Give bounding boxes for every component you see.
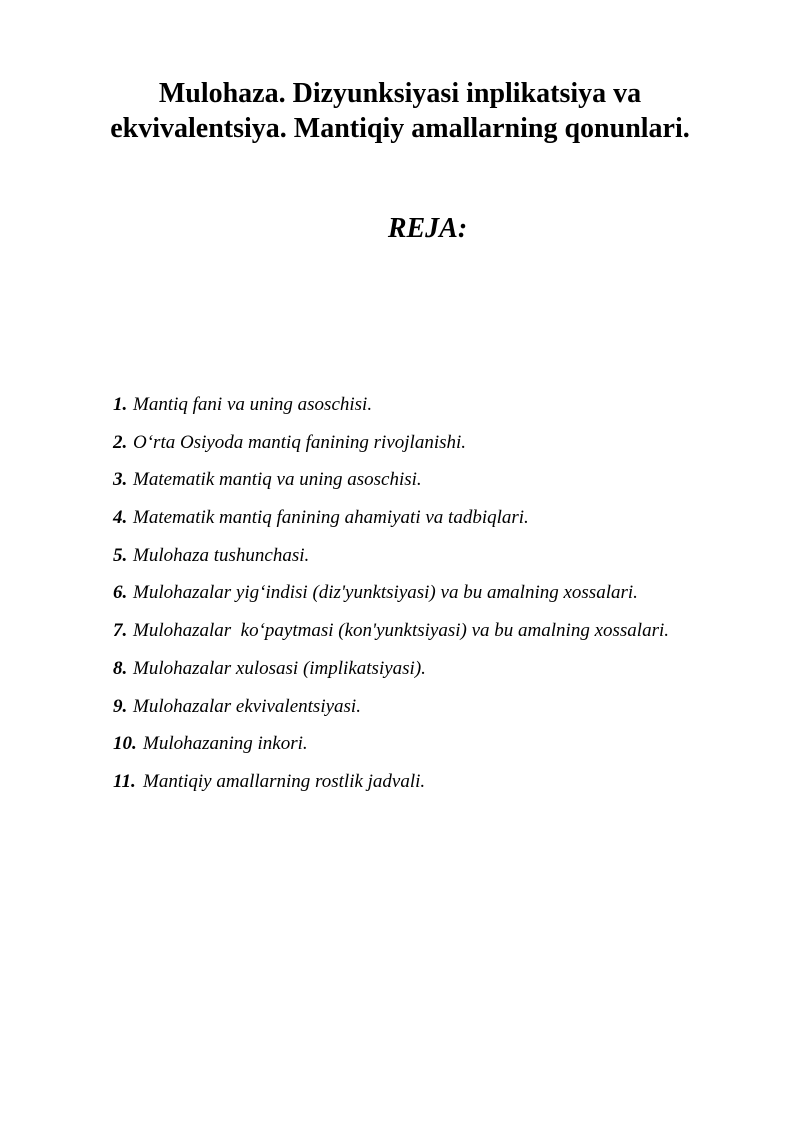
plan-item-text: Mulohazalar ekvivalentsiyasi. [133, 695, 361, 717]
plan-item-text: Mantiq fani va uning asoschisi. [133, 394, 373, 415]
plan-item-number: 10. [113, 733, 137, 755]
plan-item-text: Oʻrta Osiyoda mantiq fanining rivojlanishi. [133, 431, 467, 453]
plan-item [113, 545, 669, 583]
plan-item-number: 5. [113, 544, 128, 566]
plan-heading: REJA: [387, 213, 468, 244]
plan-item [113, 469, 669, 507]
plan-item [113, 658, 669, 696]
plan-item-text: Matematik mantiq fanining ahamiyati va tadbiqlari. [133, 507, 529, 529]
document-title [60, 76, 740, 146]
plan-item-number: 1. [113, 394, 128, 415]
plan-item-number: 8. [113, 657, 128, 679]
plan-item [113, 582, 669, 620]
plan-item-text: Mulohazaning inkori. [143, 733, 308, 755]
plan-item-text: Matematik mantiq va uning asoschisi. [133, 469, 422, 491]
plan-list [113, 394, 669, 809]
plan-item-number: 3. [113, 469, 128, 491]
plan-item [113, 620, 669, 658]
plan-item [113, 733, 669, 771]
plan-item-text: Mulohazalar yigʻindisi (diz'yunktsiyasi) va bu amalning xossalari. [133, 582, 638, 604]
plan-item-number: 2. [113, 431, 128, 453]
plan-item-number: 11. [113, 770, 136, 792]
plan-item-number: 6. [113, 582, 128, 604]
plan-item [113, 771, 669, 809]
plan-item [113, 394, 669, 432]
plan-item-number: 4. [113, 507, 128, 529]
plan-item-text: Mulohazalar xulosasi (implikatsiyasi). [133, 657, 426, 679]
plan-item [113, 696, 669, 734]
document-title-line-1: Mulohaza. Dizyunksiyasi inplikatsiya va [158, 78, 642, 109]
plan-item [113, 432, 669, 470]
plan-item-text: Mantiqiy amallarning rostlik jadvali. [143, 770, 426, 792]
plan-item-text: Mulohaza tushunchasi. [133, 544, 310, 566]
plan-item [113, 507, 669, 545]
plan-item-number: 9. [113, 695, 128, 717]
plan-item-number: 7. [113, 620, 128, 642]
document-title-line-2: ekvivalentsiya. Mantiqiy amallarning qonunlari. [110, 113, 690, 144]
plan-item-text: Mulohazalar koʻpaytmasi (kon'yunktsiyasi) va bu amalning xossalari. [133, 620, 669, 642]
